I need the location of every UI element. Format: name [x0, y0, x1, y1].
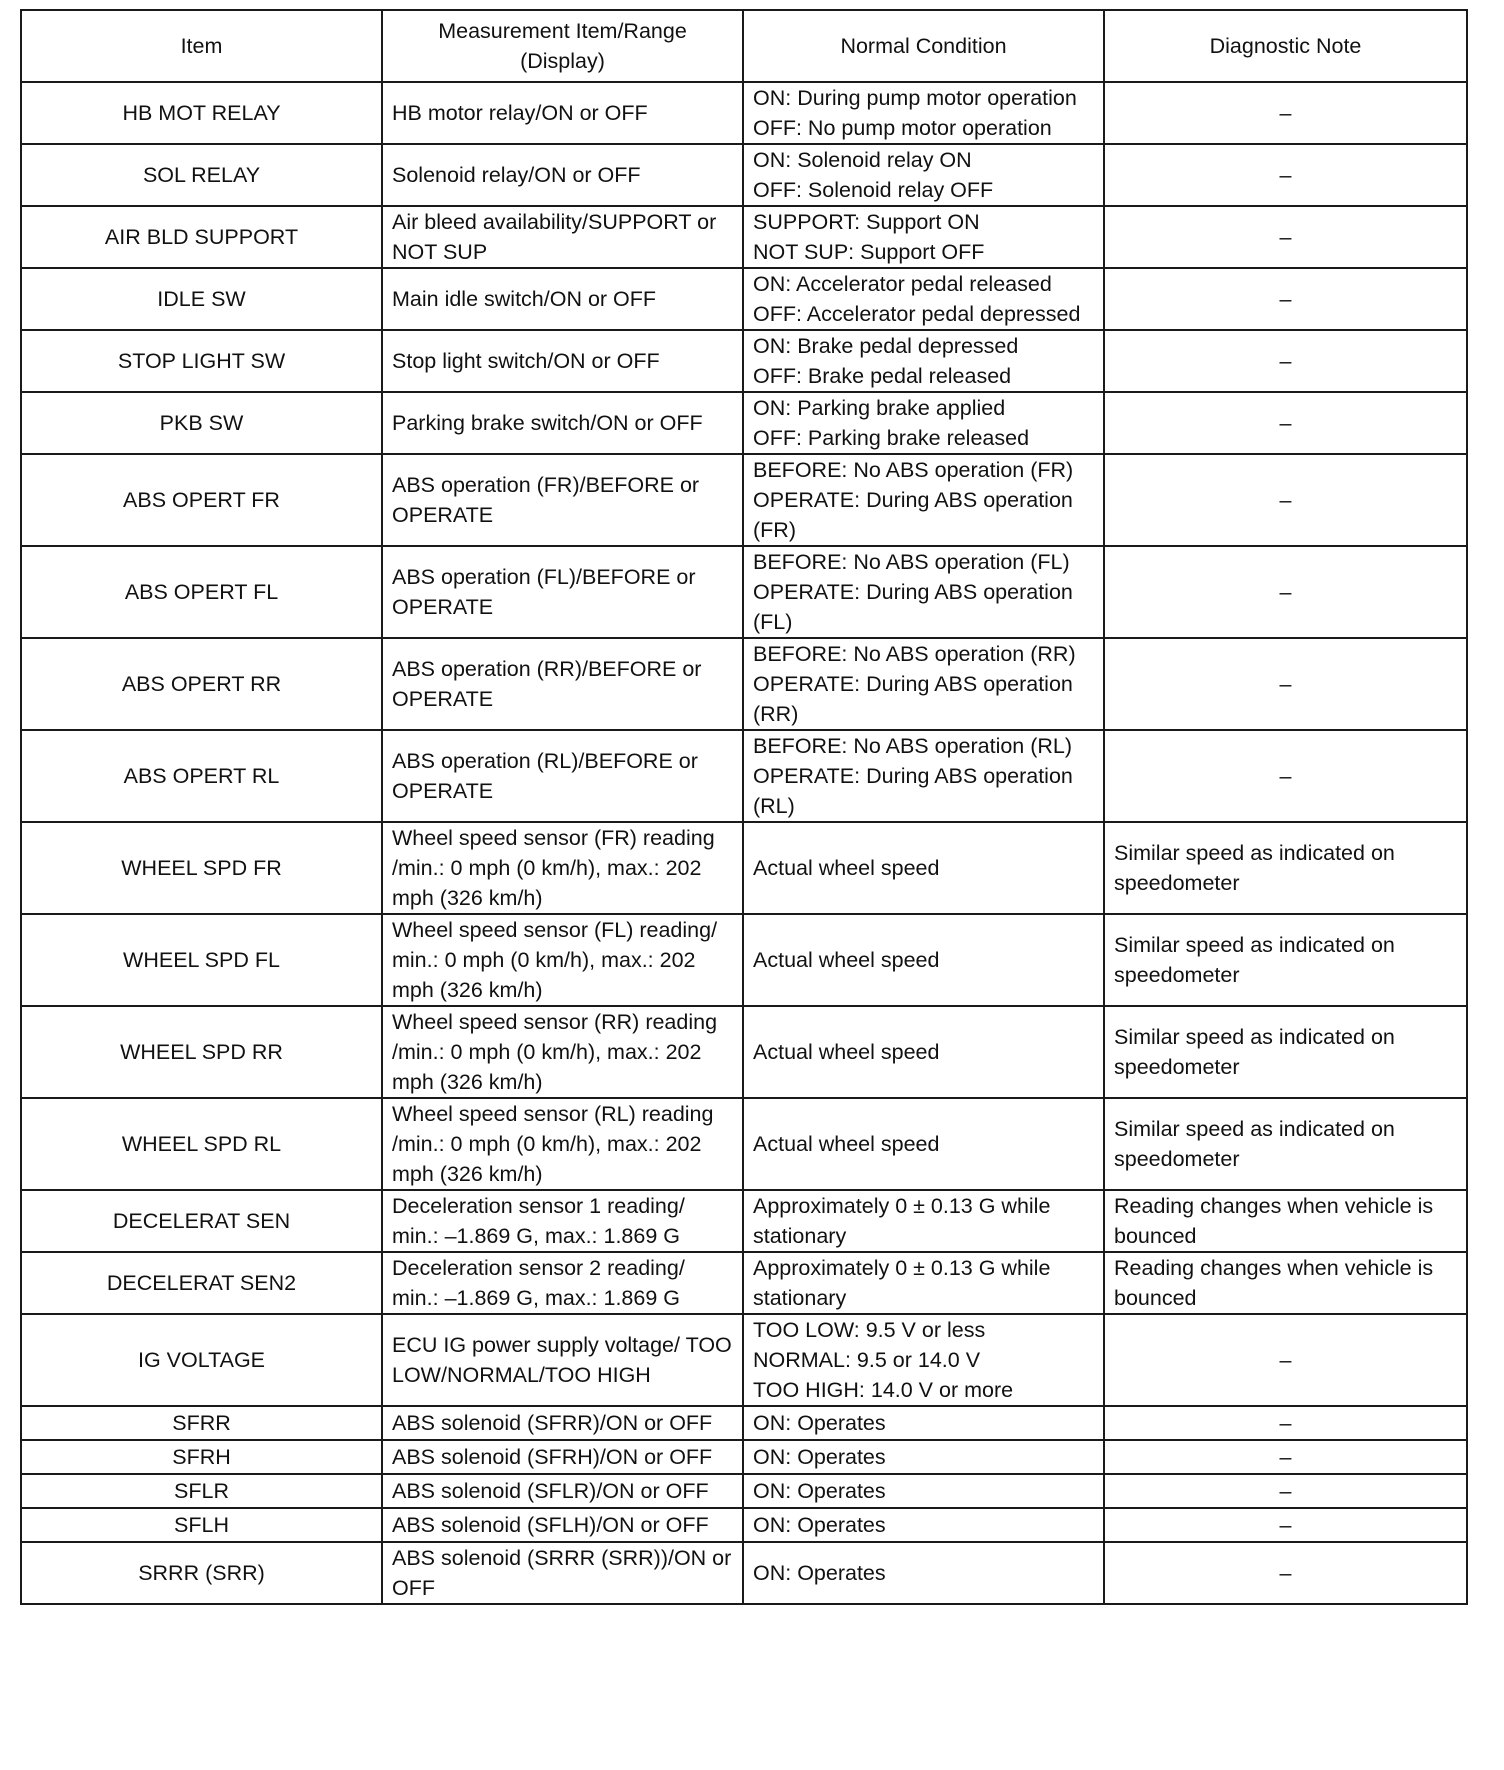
table-row: [21, 1542, 1467, 1604]
cell-normal-condition: Actual wheel speed: [743, 822, 1104, 914]
cell-measurement: Parking brake switch/ON or OFF: [382, 392, 743, 454]
cell-measurement: Deceleration sensor 2 reading/ min.: –1.869 G, max.: 1.869 G: [382, 1252, 743, 1314]
cell-diagnostic-note: Similar speed as indicated on speedometer: [1104, 1006, 1467, 1098]
cell-item: WHEEL SPD FR: [21, 822, 382, 914]
cell-diagnostic-note: Similar speed as indicated on speedometer: [1104, 1098, 1467, 1190]
cell-diagnostic-note: –: [1104, 546, 1467, 638]
cell-item: WHEEL SPD RL: [21, 1098, 382, 1190]
cell-item: DECELERAT SEN: [21, 1190, 382, 1252]
cell-normal-condition: Approximately 0 ± 0.13 G while stationary: [743, 1190, 1104, 1252]
table-row: [21, 1252, 1467, 1314]
cell-normal-condition: ON: Operates: [743, 1440, 1104, 1474]
cell-measurement: Air bleed availability/SUPPORT or NOT SUP: [382, 206, 743, 268]
cell-measurement: ABS solenoid (SFLR)/ON or OFF: [382, 1474, 743, 1508]
table-row: [21, 144, 1467, 206]
cell-measurement: Main idle switch/ON or OFF: [382, 268, 743, 330]
cell-normal-condition: Approximately 0 ± 0.13 G while stationary: [743, 1252, 1104, 1314]
table-row: [21, 1440, 1467, 1474]
cell-normal-condition: ON: Parking brake applied OFF: Parking brake released: [743, 392, 1104, 454]
cell-normal-condition: ON: Operates: [743, 1508, 1104, 1542]
cell-normal-condition: BEFORE: No ABS operation (RL) OPERATE: During ABS operation (RL): [743, 730, 1104, 822]
column-header-diagnostic-note: Diagnostic Note: [1104, 10, 1467, 82]
cell-item: ABS OPERT FR: [21, 454, 382, 546]
cell-normal-condition: TOO LOW: 9.5 V or less NORMAL: 9.5 or 14.0 V TOO HIGH: 14.0 V or more: [743, 1314, 1104, 1406]
cell-item: HB MOT RELAY: [21, 82, 382, 144]
cell-measurement: ABS solenoid (SRRR (SRR))/ON or OFF: [382, 1542, 743, 1604]
cell-diagnostic-note: –: [1104, 268, 1467, 330]
table-row: [21, 914, 1467, 1006]
cell-diagnostic-note: –: [1104, 730, 1467, 822]
cell-diagnostic-note: –: [1104, 1508, 1467, 1542]
cell-diagnostic-note: –: [1104, 1542, 1467, 1604]
cell-item: SFLR: [21, 1474, 382, 1508]
cell-normal-condition: SUPPORT: Support ON NOT SUP: Support OFF: [743, 206, 1104, 268]
cell-item: IDLE SW: [21, 268, 382, 330]
cell-diagnostic-note: –: [1104, 330, 1467, 392]
cell-item: PKB SW: [21, 392, 382, 454]
cell-normal-condition: ON: Solenoid relay ON OFF: Solenoid relay OFF: [743, 144, 1104, 206]
table-row: [21, 454, 1467, 546]
cell-item: STOP LIGHT SW: [21, 330, 382, 392]
cell-normal-condition: ON: Operates: [743, 1406, 1104, 1440]
cell-diagnostic-note: Reading changes when vehicle is bounced: [1104, 1190, 1467, 1252]
cell-item: SFLH: [21, 1508, 382, 1542]
cell-measurement: Solenoid relay/ON or OFF: [382, 144, 743, 206]
cell-normal-condition: BEFORE: No ABS operation (FR) OPERATE: During ABS operation (FR): [743, 454, 1104, 546]
cell-diagnostic-note: –: [1104, 1314, 1467, 1406]
cell-measurement: Wheel speed sensor (FL) reading/ min.: 0 mph (0 km/h), max.: 202 mph (326 km/h): [382, 914, 743, 1006]
table-row: [21, 330, 1467, 392]
table-row: [21, 1508, 1467, 1542]
cell-diagnostic-note: –: [1104, 1474, 1467, 1508]
cell-normal-condition: ON: Operates: [743, 1474, 1104, 1508]
cell-item: SFRR: [21, 1406, 382, 1440]
cell-normal-condition: ON: Brake pedal depressed OFF: Brake pedal released: [743, 330, 1104, 392]
table-row: [21, 1314, 1467, 1406]
table-row: [21, 730, 1467, 822]
cell-diagnostic-note: –: [1104, 206, 1467, 268]
cell-measurement: ABS operation (RL)/BEFORE or OPERATE: [382, 730, 743, 822]
cell-item: ABS OPERT FL: [21, 546, 382, 638]
cell-diagnostic-note: –: [1104, 638, 1467, 730]
cell-measurement: Wheel speed sensor (FR) reading /min.: 0 mph (0 km/h), max.: 202 mph (326 km/h): [382, 822, 743, 914]
cell-diagnostic-note: –: [1104, 1440, 1467, 1474]
table-header-row: [21, 10, 1467, 82]
table-row: [21, 82, 1467, 144]
cell-item: SFRH: [21, 1440, 382, 1474]
cell-diagnostic-note: –: [1104, 392, 1467, 454]
cell-measurement: ABS operation (RR)/BEFORE or OPERATE: [382, 638, 743, 730]
cell-measurement: Deceleration sensor 1 reading/ min.: –1.869 G, max.: 1.869 G: [382, 1190, 743, 1252]
cell-diagnostic-note: Similar speed as indicated on speedometer: [1104, 822, 1467, 914]
cell-measurement: Wheel speed sensor (RL) reading /min.: 0 mph (0 km/h), max.: 202 mph (326 km/h): [382, 1098, 743, 1190]
cell-item: DECELERAT SEN2: [21, 1252, 382, 1314]
table-row: [21, 1190, 1467, 1252]
cell-normal-condition: BEFORE: No ABS operation (RR) OPERATE: During ABS operation (RR): [743, 638, 1104, 730]
cell-measurement: ABS solenoid (SFRH)/ON or OFF: [382, 1440, 743, 1474]
cell-measurement: HB motor relay/ON or OFF: [382, 82, 743, 144]
cell-measurement: ABS operation (FL)/BEFORE or OPERATE: [382, 546, 743, 638]
cell-item: WHEEL SPD RR: [21, 1006, 382, 1098]
cell-normal-condition: ON: During pump motor operation OFF: No pump motor operation: [743, 82, 1104, 144]
column-header-item: Item: [21, 10, 382, 82]
table-row: [21, 1098, 1467, 1190]
cell-normal-condition: ON: Operates: [743, 1542, 1104, 1604]
table-row: [21, 1006, 1467, 1098]
data-list-table-container: [20, 9, 1466, 1605]
column-header-measurement: Measurement Item/Range (Display): [382, 10, 743, 82]
cell-measurement: Wheel speed sensor (RR) reading /min.: 0 mph (0 km/h), max.: 202 mph (326 km/h): [382, 1006, 743, 1098]
table-row: [21, 268, 1467, 330]
cell-measurement: Stop light switch/ON or OFF: [382, 330, 743, 392]
cell-item: IG VOLTAGE: [21, 1314, 382, 1406]
cell-diagnostic-note: Similar speed as indicated on speedometer: [1104, 914, 1467, 1006]
cell-normal-condition: BEFORE: No ABS operation (FL) OPERATE: During ABS operation (FL): [743, 546, 1104, 638]
data-list-table: [20, 9, 1468, 1605]
cell-item: AIR BLD SUPPORT: [21, 206, 382, 268]
cell-measurement: ECU IG power supply voltage/ TOO LOW/NORMAL/TOO HIGH: [382, 1314, 743, 1406]
cell-diagnostic-note: –: [1104, 1406, 1467, 1440]
table-row: [21, 206, 1467, 268]
cell-item: ABS OPERT RL: [21, 730, 382, 822]
table-row: [21, 546, 1467, 638]
cell-diagnostic-note: –: [1104, 454, 1467, 546]
cell-diagnostic-note: –: [1104, 82, 1467, 144]
table-row: [21, 1406, 1467, 1440]
cell-normal-condition: Actual wheel speed: [743, 914, 1104, 1006]
cell-normal-condition: Actual wheel speed: [743, 1098, 1104, 1190]
table-row: [21, 392, 1467, 454]
cell-measurement: ABS solenoid (SFRR)/ON or OFF: [382, 1406, 743, 1440]
cell-item: SOL RELAY: [21, 144, 382, 206]
table-row: [21, 822, 1467, 914]
cell-normal-condition: ON: Accelerator pedal released OFF: Accelerator pedal depressed: [743, 268, 1104, 330]
table-row: [21, 638, 1467, 730]
cell-normal-condition: Actual wheel speed: [743, 1006, 1104, 1098]
cell-diagnostic-note: Reading changes when vehicle is bounced: [1104, 1252, 1467, 1314]
cell-item: SRRR (SRR): [21, 1542, 382, 1604]
table-row: [21, 1474, 1467, 1508]
cell-item: WHEEL SPD FL: [21, 914, 382, 1006]
column-header-normal-condition: Normal Condition: [743, 10, 1104, 82]
cell-measurement: ABS operation (FR)/BEFORE or OPERATE: [382, 454, 743, 546]
cell-item: ABS OPERT RR: [21, 638, 382, 730]
cell-diagnostic-note: –: [1104, 144, 1467, 206]
cell-measurement: ABS solenoid (SFLH)/ON or OFF: [382, 1508, 743, 1542]
